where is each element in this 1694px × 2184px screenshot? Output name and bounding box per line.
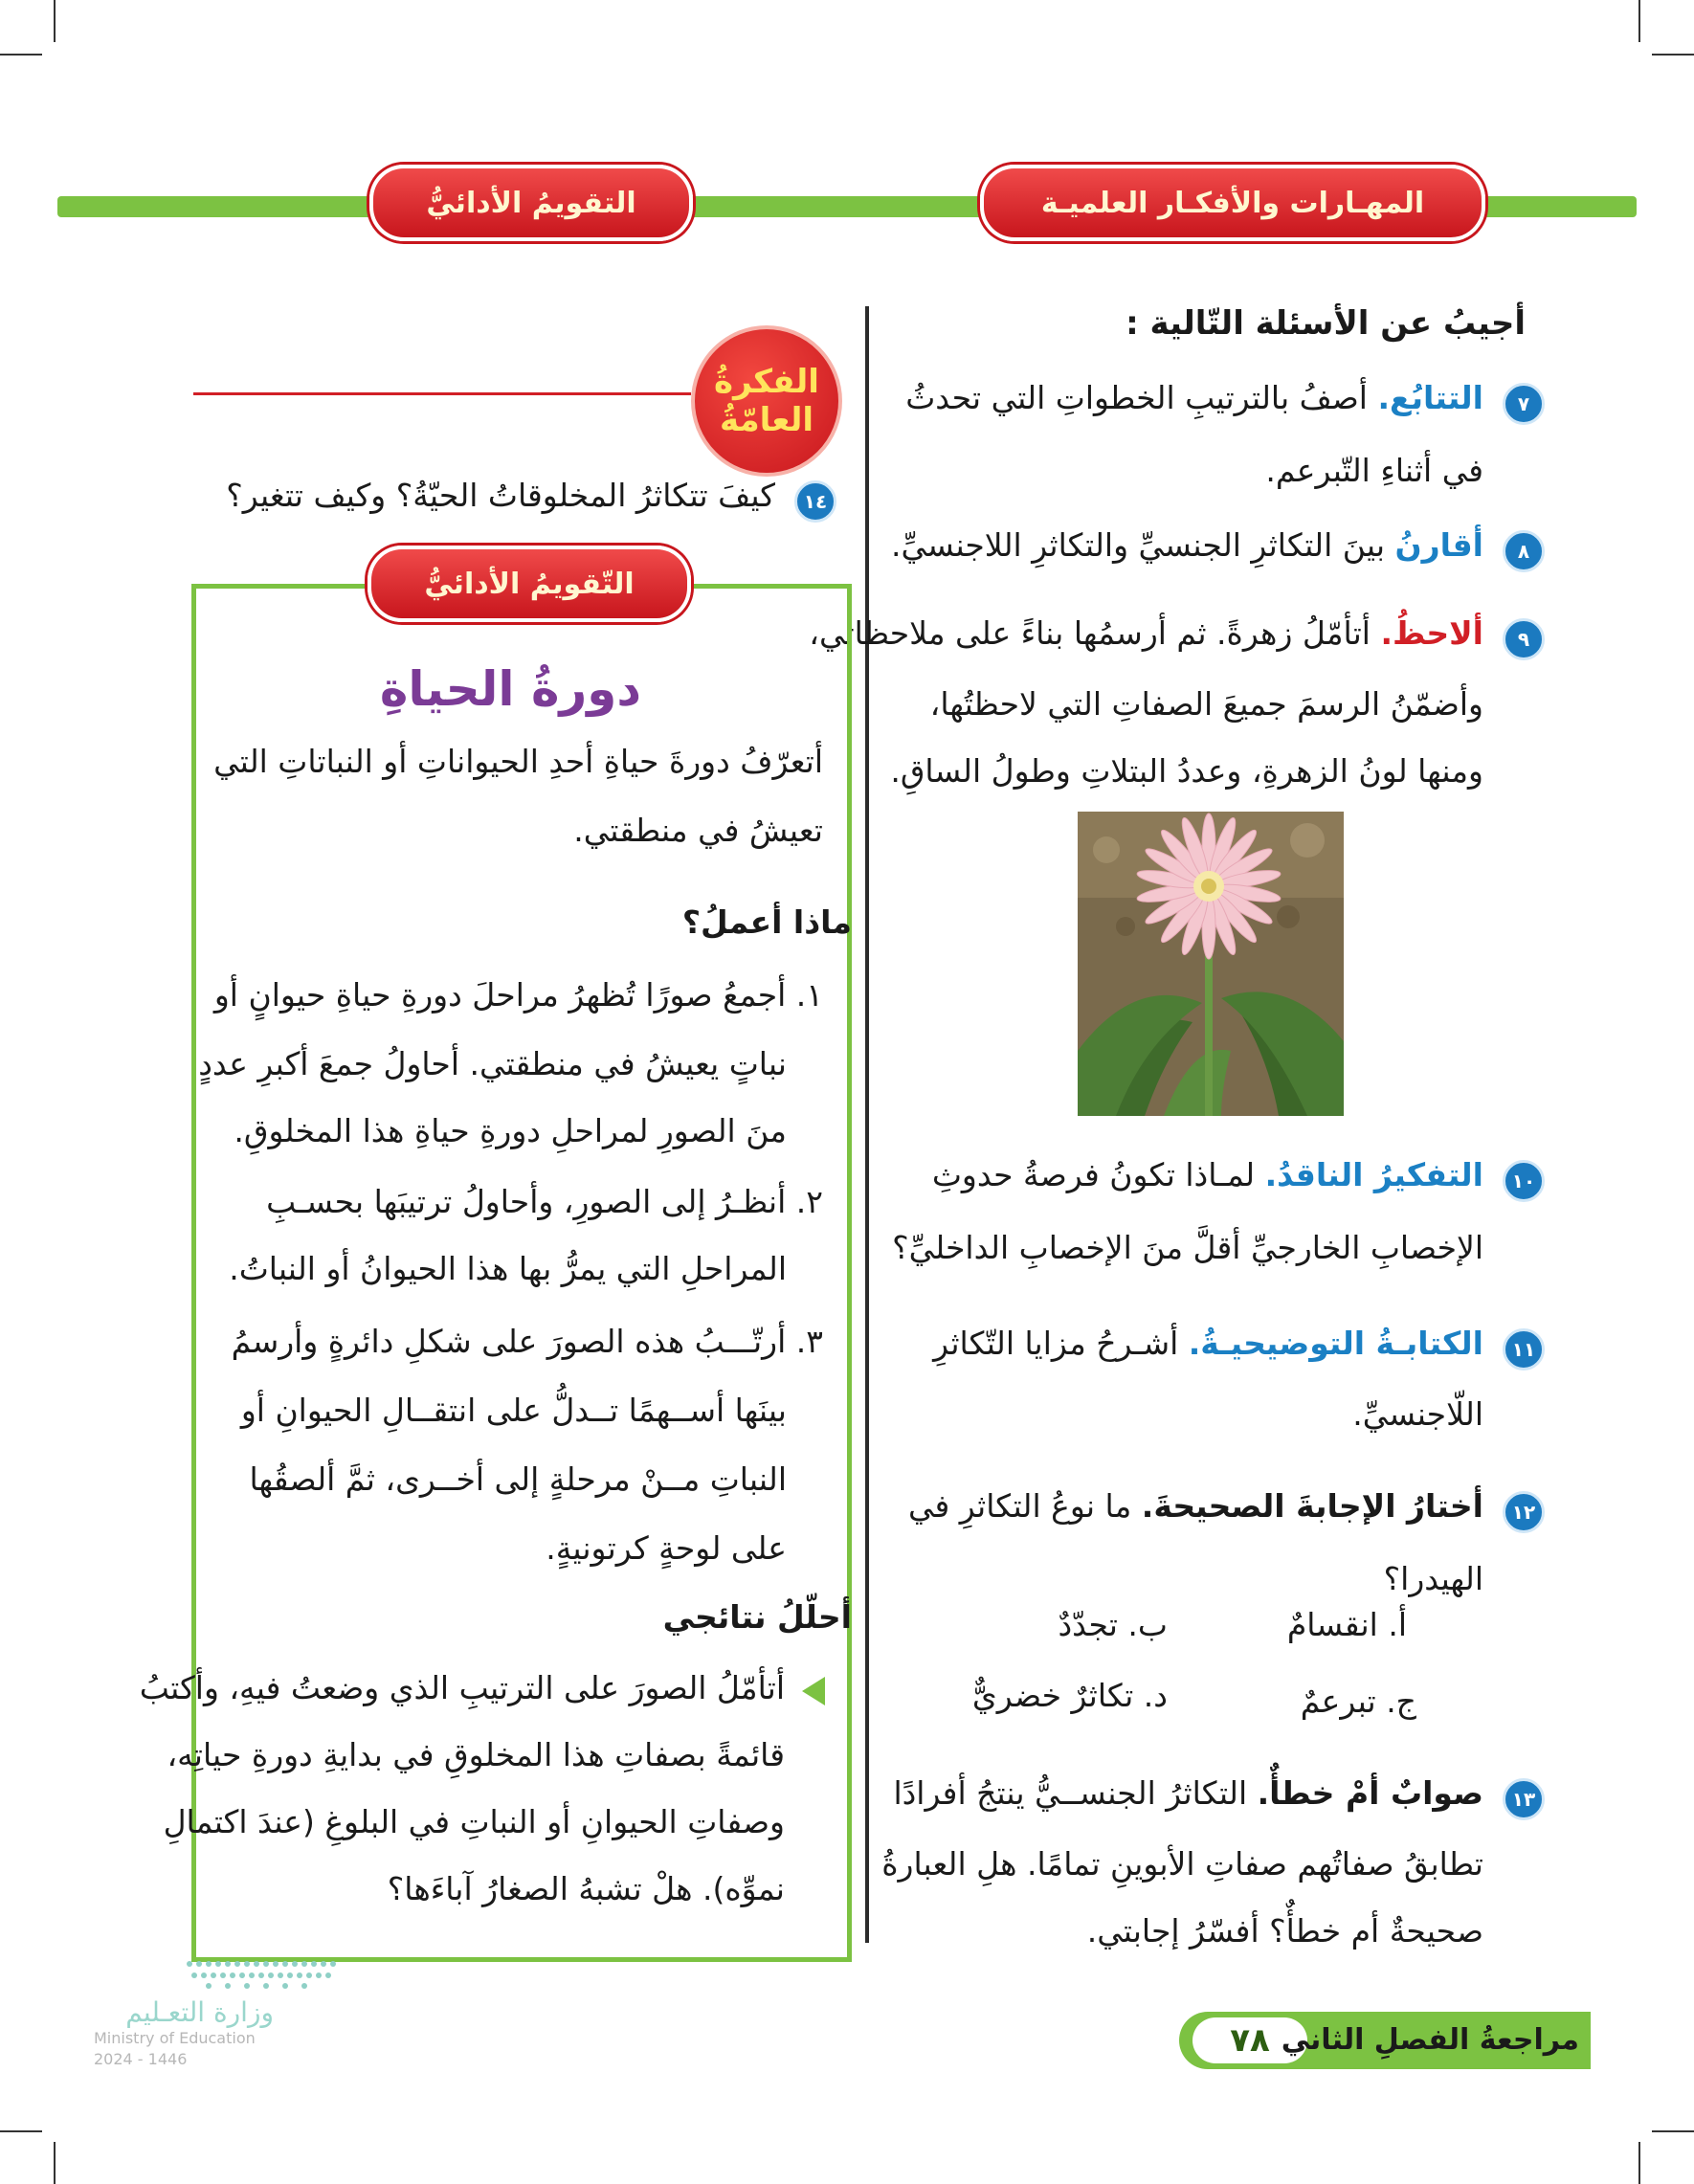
- answer-option-d[interactable]: د. تكاثرٌ خضريٌّ: [971, 1677, 1168, 1714]
- crop-mark: [54, 2142, 56, 2184]
- answer-option-b[interactable]: ب. تجدّدٌ: [1058, 1606, 1168, 1643]
- question-7-text: أصفُ بالترتيبِ الخطواتِ التي تحدثُ: [905, 379, 1368, 416]
- question-10-line-2: الإخصابِ الخارجيِّ أقلَّ منَ الإخصابِ الداخليِّ؟: [892, 1229, 1483, 1266]
- analyze-line-3: وصفاتِ الحيوانِ أو النباتِ في البلوغِ (عندَ اكتمالِ: [163, 1803, 785, 1840]
- question-13-line-3: صحيحةٌ أم خطأٌ؟ أفسّرُ إجابتي.: [1086, 1912, 1483, 1950]
- step-3-line-4: على لوحةٍ كرتونيةٍ.: [546, 1529, 787, 1567]
- question-number-14: ١٤: [794, 480, 836, 523]
- question-12-text: ما نوعُ التكاثرِ في: [908, 1487, 1132, 1525]
- chapter-review-label: مراجعةُ الفصلِ الثاني: [1281, 2023, 1579, 2057]
- question-number-12: ١٢: [1503, 1491, 1545, 1533]
- question-9-line-3: ومنها لونُ الزهرةِ، وعددُ البتلاتِ وطولُ الساقِ.: [890, 752, 1483, 790]
- question-number-8: ٨: [1503, 530, 1545, 572]
- step-1-line-1: ١. أجمعُ صورًا تُظهرُ مراحلَ دورةِ حياةِ حيوانٍ أو: [213, 976, 823, 1014]
- step-3-line-3: النباتِ مــنْ مرحلةٍ إلى أخــرى، ثمَّ ألصقُها: [249, 1460, 787, 1498]
- step-3-line-2: بينَها أســهمًا تــدلُّ على انتقــالِ الحيوانِ أو: [240, 1392, 787, 1429]
- answer-option-c[interactable]: ج. تبرعمٌ: [1300, 1683, 1416, 1720]
- question-number-9: ٩: [1503, 618, 1545, 660]
- big-idea-badge-line-1: الفكرةُ: [714, 363, 819, 401]
- performance-task-pill: التّقويمُ الأدائيُّ: [368, 546, 691, 622]
- box-title: دورةُ الحياةِ: [379, 661, 641, 717]
- question-13-line-2: تطابقُ صفاتُهم صفاتِ الأبوينِ تمامًا. هلِ العبارةُ: [881, 1845, 1483, 1883]
- question-13-text: التكاثرُ الجنســيُّ ينتجُ أفرادًا: [893, 1774, 1248, 1812]
- step-1-line-2: نباتٍ يعيشُ في منطقتي. أحاولُ جمعَ أكبرِ عددٍ: [198, 1045, 787, 1082]
- step-3-line-1: ٣. أرتّـــبُ هذه الصورَ على شكلِ دائرةٍ وأرسمُ: [231, 1323, 823, 1360]
- question-8-line-1: [891, 526, 1483, 565]
- question-9-line-1: [809, 614, 1483, 653]
- crop-mark: [0, 54, 42, 56]
- question-7-line-1: [905, 379, 1483, 417]
- crop-mark: [1638, 0, 1640, 42]
- questions-intro: أجيبُ عن الأسئلة التّالية :: [1126, 304, 1526, 343]
- question-9-line-2: وأضمّنُ الرسمَ جميعَ الصفاتِ التي لاحظتُها،: [929, 685, 1483, 723]
- crop-mark: [1638, 2142, 1640, 2184]
- question-number-13: ١٣: [1503, 1778, 1545, 1820]
- question-10-label: التفكيرُ الناقدُ.: [1264, 1156, 1483, 1193]
- column-divider: [865, 306, 869, 1943]
- question-8-label: أقارنُ: [1394, 526, 1483, 564]
- crop-mark: [1652, 54, 1694, 56]
- ministry-name-english: Ministry of Education: [94, 2029, 256, 2047]
- box-intro-line-1: أتعرّفُ دورةَ حياةِ أحدِ الحيواناتِ أو النباتاتِ التي: [213, 743, 823, 780]
- question-7-line-2: في أثناءِ التّبرعم.: [1265, 452, 1483, 489]
- step-2-line-1: ٢. أنظـرُ إلى الصورِ، وأحاولُ ترتيبَها بحسـبِ: [266, 1183, 823, 1220]
- question-12-line-1: [908, 1487, 1483, 1526]
- question-number-10: ١٠: [1503, 1160, 1545, 1202]
- what-do-i-do-heading: ماذا أعملُ؟: [681, 903, 852, 941]
- page-number: ٧٨: [1192, 2017, 1307, 2063]
- question-11-label: الكتابـةُ التوضيحيـةُ.: [1188, 1325, 1483, 1362]
- question-number-7: ٧: [1503, 383, 1545, 425]
- edition-year: 2024 - 1446: [94, 2050, 188, 2068]
- question-9-label: ألاحظُ.: [1380, 614, 1483, 652]
- analyze-results-heading: أحلّلُ نتائجي: [662, 1598, 852, 1636]
- crop-mark: [0, 2130, 42, 2132]
- ministry-name-arabic: وزارة التعـليم: [125, 1996, 274, 2028]
- assessment-header-pill: التقويمُ الأدائيُّ: [369, 165, 693, 241]
- question-10-line-1: [932, 1156, 1483, 1194]
- gerbera-flower-photo: [1078, 812, 1344, 1116]
- step-1-line-3: منَ الصورِ لمراحلِ دورةِ حياةِ هذا المخلوقِ.: [234, 1112, 787, 1149]
- question-14-text: كيفَ تتكاثرُ المخلوقاتُ الحيّةُ؟ وكيف تتغير؟: [226, 477, 775, 514]
- question-12-label: أختارُ الإجابةَ الصحيحةَ.: [1141, 1487, 1483, 1525]
- answer-option-a[interactable]: أ. انقسامٌ: [1286, 1606, 1407, 1643]
- question-11-text: أشـرحُ مزايا التّكاثرِ: [933, 1325, 1179, 1362]
- question-11-line-1: [933, 1325, 1483, 1363]
- flower-illustration: [1078, 812, 1344, 1116]
- question-number-11: ١١: [1503, 1328, 1545, 1371]
- analyze-line-2: قائمةً بصفاتِ هذا المخلوقِ في بدايةِ دورةِ حياتِه،: [167, 1736, 785, 1773]
- analyze-line-4: نموِّه). هلْ تشبهُ الصغارُ آباءَها؟: [387, 1870, 785, 1907]
- crop-mark: [1652, 2130, 1694, 2132]
- question-12-line-2: الهيدرا؟: [1383, 1560, 1483, 1597]
- big-idea-rule: [193, 392, 691, 395]
- question-8-text: بينَ التكاثرِ الجنسيِّ والتكاثرِ اللاجنسيِّ.: [891, 526, 1386, 564]
- big-idea-badge: [691, 325, 842, 477]
- ministry-logo-dots: [182, 1954, 345, 1993]
- analyze-line-1: أتأمّلُ الصورَ على الترتيبِ الذي وضعتُ فيهِ، وأكتبُ: [139, 1669, 785, 1706]
- big-idea-badge-line-2: العامّةُ: [719, 401, 814, 439]
- question-9-text: أتأمّلُ زهرةً. ثم أرسمُها بناءً على ملاحظاتي،: [809, 614, 1371, 652]
- question-10-text: لمـاذا تكونُ فرصةُ حدوثِ: [931, 1156, 1256, 1193]
- skills-header-pill: المهـارات والأفكـار العلميـة: [980, 165, 1485, 241]
- question-11-line-2: اللّاجنسيِّ.: [1352, 1395, 1483, 1433]
- question-13-line-1: [893, 1774, 1483, 1813]
- ministry-logo-icon: [182, 1954, 345, 1993]
- crop-mark: [54, 0, 56, 42]
- box-intro-line-2: تعيشُ في منطقتي.: [573, 812, 823, 849]
- question-13-label: صوابٌ أمْ خطأٌ.: [1257, 1774, 1483, 1812]
- triangle-bullet-icon: [802, 1677, 825, 1705]
- question-7-label: التتابُع.: [1377, 379, 1483, 416]
- step-2-line-2: المراحلِ التي يمرُّ بها هذا الحيوانُ أو النباتُ.: [229, 1250, 787, 1287]
